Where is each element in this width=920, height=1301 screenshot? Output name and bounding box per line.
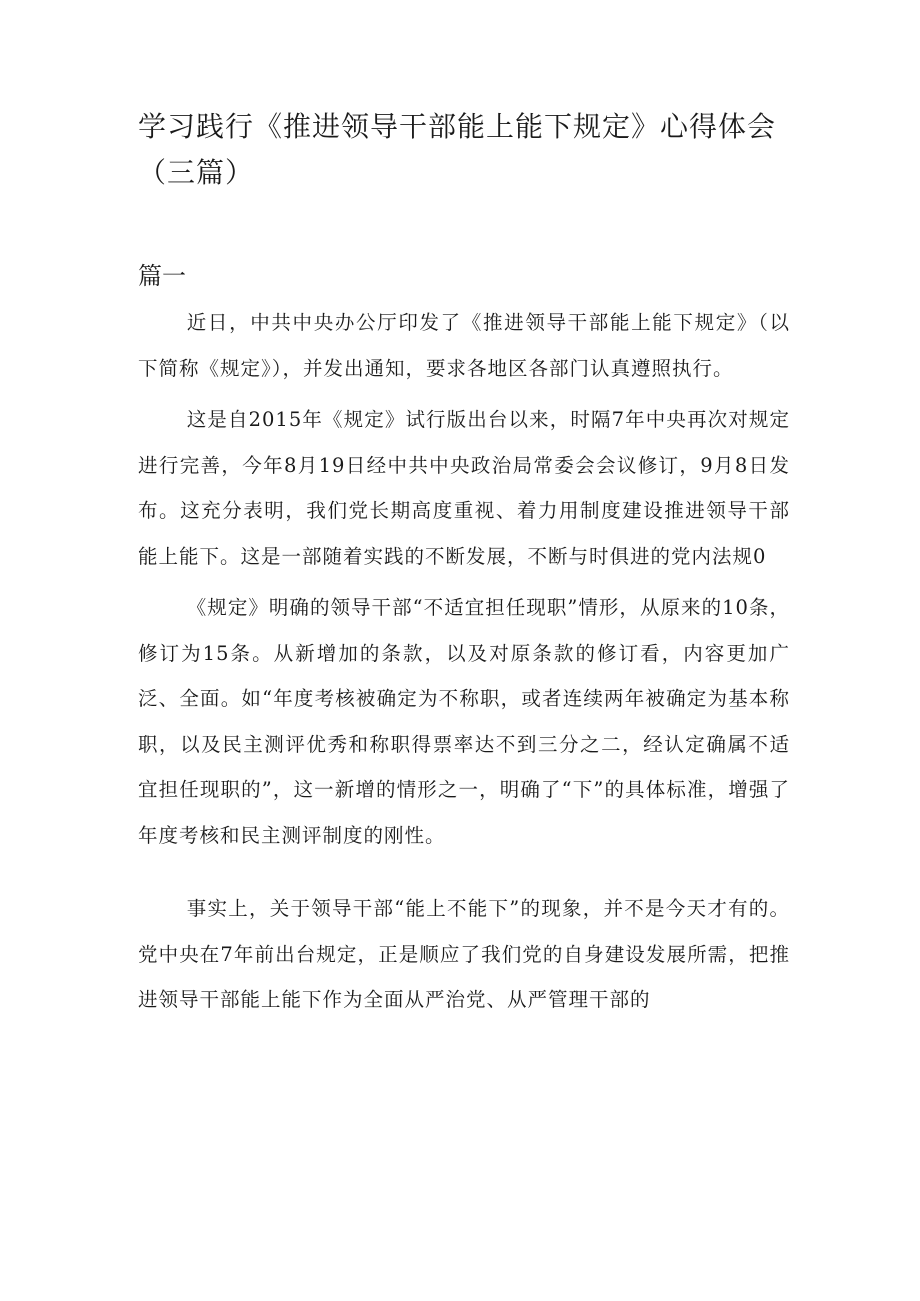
paragraph-1: 近日，中共中央办公厅印发了《推进领导干部能上能下规定》（以下简称《规定》），并发出通知，要求各地区各部门认真遵照执行。 — [138, 311, 790, 380]
document-page — [138, 104, 790, 1029]
paragraph-4: 事实上，关于领导干部“能上不能下”的现象，并不是今天才有的。党中央在7年前出台规定，正是顺应了我们党的自身建设发展所需，把推进领导干部能上能下作为全面从严治党、从严管理干部的 — [138, 897, 790, 1011]
section-heading: 篇一 — [138, 262, 186, 290]
document-title: 学习践行《推进领导干部能上能下规定》心得体会（三篇） — [138, 110, 777, 189]
paragraph-2: 这是自2015年《规定》试行版出台以来，时隔7年中央再次对规定进行完善，今年8月19日经中共中央政治局常委会会议修订，9月8日发布。这充分表明，我们党长期高度重视、着力用制度建设推进领导干部能上能下。这是一部随着实践的不断发展，不断与时俱进的党内法规0 — [138, 408, 790, 568]
paragraph-3: 《规定》明确的领导干部“不适宜担任现职”情形，从原来的10条，修订为15条。从新增加的条款，以及对原条款的修订看，内容更加广泛、全面。如“年度考核被确定为不称职，或者连续两年被确定为基本称职，以及民主测评优秀和称职得票率达不到三分之二，经认定确属不适宜担任现职的”，这一新增的情形之一，明确了“下”的具体标准，增强了年度考核和民主测评制度的刚性。 — [138, 596, 790, 847]
